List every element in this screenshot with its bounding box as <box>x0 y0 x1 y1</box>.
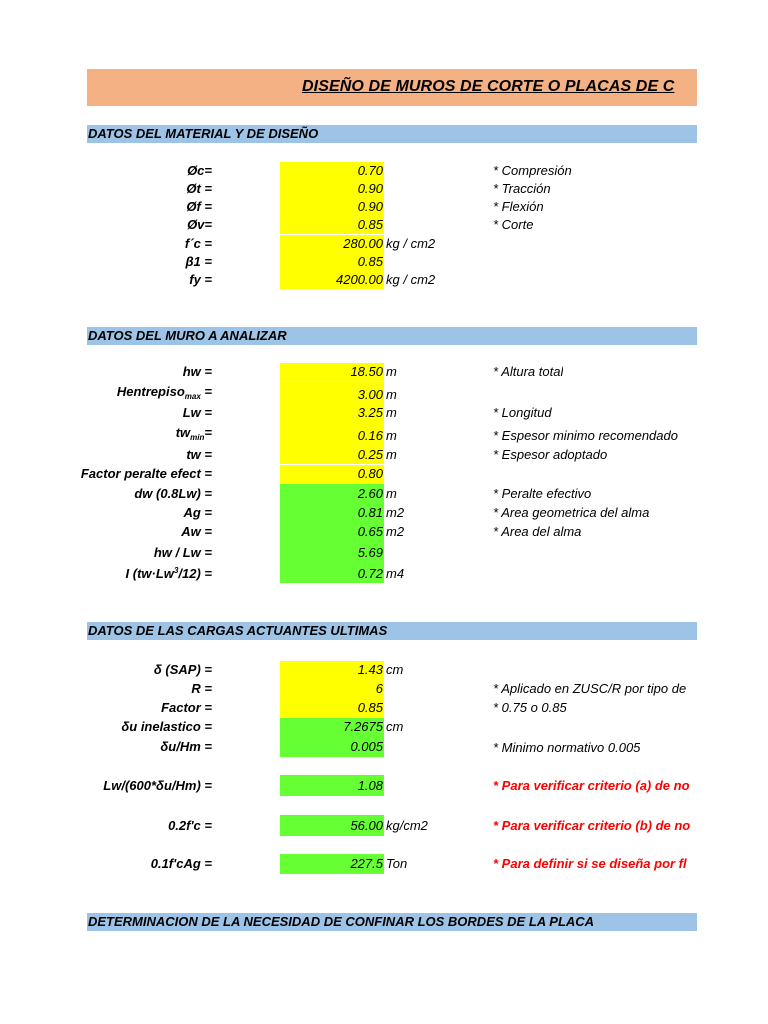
computed-cell: 227.5 <box>280 854 384 874</box>
row-label: R = <box>191 681 212 696</box>
row-label: $tw_{min}=$ <box>175 425 212 442</box>
cargas-row-criterio-a <box>0 775 700 796</box>
row-label: Øv= <box>187 217 212 232</box>
row-note: * 0.75 o 0.85 <box>493 700 567 715</box>
row-label: Hentrepiso$_{max}$ = <box>116 384 212 401</box>
muro-row-inertia <box>0 563 700 583</box>
muro-row-hw-lw <box>0 543 700 563</box>
row-note: * Area del alma <box>493 524 582 539</box>
row-label: Øf = <box>186 199 212 214</box>
row-label: 0.1f'cAg = <box>150 856 212 871</box>
cargas-row-r <box>0 680 700 699</box>
input-cell[interactable]: 0.85 <box>280 253 384 271</box>
computed-cell: 0.81 <box>280 504 384 523</box>
row-label: hw / Lw = <box>153 545 212 560</box>
row-label: I $(tw\cdot Lw^3/12)$ = <box>125 566 212 581</box>
input-cell[interactable]: 18.50 <box>280 363 384 381</box>
material-row-phi-c <box>0 162 700 180</box>
row-note: * Tracción <box>493 181 551 196</box>
row-label: Factor = <box>161 700 212 715</box>
row-label: f´c = <box>184 236 212 251</box>
row-unit: m2 <box>386 524 405 539</box>
input-cell[interactable]: 0.90 <box>280 180 384 198</box>
row-unit: m <box>386 428 397 443</box>
input-cell[interactable]: 0.16 <box>280 422 384 446</box>
row-label: Lw/(600*δu/Hm) = <box>103 778 212 793</box>
row-label: hw = <box>182 364 212 379</box>
input-cell[interactable]: 0.80 <box>280 465 384 484</box>
computed-cell: 2.60 <box>280 484 384 504</box>
row-label: δ (SAP) = <box>153 662 212 677</box>
material-row-fc <box>0 235 700 253</box>
input-cell[interactable]: 1.43 <box>280 661 384 680</box>
row-note: * Altura total <box>493 364 564 379</box>
title-bar <box>87 69 697 106</box>
row-unit: m <box>386 387 397 402</box>
row-unit: Ton <box>386 856 408 871</box>
muro-row-dw <box>0 484 700 504</box>
row-label: tw = <box>186 447 212 462</box>
computed-cell: 5.69 <box>280 543 384 563</box>
section-muro-header: DATOS DEL MURO A ANALIZAR <box>87 327 697 345</box>
row-label: δu inelastico = <box>121 719 212 734</box>
input-cell[interactable]: 280.00 <box>280 235 384 253</box>
input-cell[interactable]: 0.85 <box>280 216 384 234</box>
row-note: * Flexión <box>493 199 544 214</box>
row-unit: m <box>386 405 397 420</box>
row-unit: cm <box>386 719 404 734</box>
muro-row-factor-peralte <box>0 465 700 484</box>
row-label: Øc= <box>187 163 212 178</box>
input-cell[interactable]: 0.70 <box>280 162 384 180</box>
row-unit: m <box>386 486 397 501</box>
row-label: Lw = <box>182 405 212 420</box>
row-unit: m4 <box>386 566 405 581</box>
row-note: * Longitud <box>493 405 552 420</box>
computed-cell: 0.72 <box>280 563 384 583</box>
input-cell[interactable]: 0.85 <box>280 699 384 718</box>
input-cell[interactable]: 3.25 <box>280 404 384 422</box>
section-material-header: DATOS DEL MATERIAL Y DE DISEÑO <box>87 125 697 143</box>
computed-cell: 0.005 <box>280 737 384 757</box>
material-row-phi-f <box>0 198 700 216</box>
cargas-row-flexo <box>0 854 700 874</box>
material-row-phi-t <box>0 180 700 198</box>
material-row-phi-v <box>0 216 700 234</box>
row-unit: kg / cm2 <box>386 236 436 251</box>
row-note: * Corte <box>493 217 534 232</box>
computed-cell: 7.2675 <box>280 718 384 737</box>
input-cell[interactable]: 4200.00 <box>280 271 384 289</box>
computed-cell: 1.08 <box>280 775 384 796</box>
row-label: dw (0.8Lw) = <box>134 486 212 501</box>
muro-row-aw <box>0 523 700 543</box>
cargas-row-delta-sap <box>0 661 700 680</box>
row-label: fy = <box>189 272 212 287</box>
section-bordes-header: DETERMINACION DE LA NECESIDAD DE CONFINAR LOS BORDES DE LA PLACA <box>87 913 697 931</box>
row-label: Ag = <box>183 505 212 520</box>
input-cell[interactable]: 0.90 <box>280 198 384 216</box>
row-unit: cm <box>386 662 404 677</box>
row-unit: kg/cm2 <box>386 818 428 833</box>
material-row-beta1 <box>0 253 700 271</box>
computed-cell: 56.00 <box>280 815 384 836</box>
computed-cell: 0.65 <box>280 523 384 543</box>
row-note: * Espesor adoptado <box>493 447 608 462</box>
muro-row-twmin <box>0 422 700 446</box>
row-note: * Aplicado en ZUSC/R por tipo de <box>493 681 687 696</box>
row-label: β1 = <box>185 254 212 269</box>
row-label: Øt = <box>186 181 212 196</box>
input-cell[interactable]: 0.25 <box>280 446 384 464</box>
material-row-fy <box>0 271 700 289</box>
row-note: * Espesor minimo recomendado <box>493 428 678 443</box>
row-note: * Para definir si se diseña por fl <box>493 856 687 871</box>
muro-row-hentrepiso <box>0 382 700 404</box>
row-unit: kg / cm2 <box>386 272 436 287</box>
row-label: δu/Hm = <box>160 739 212 754</box>
row-note: * Para verificar criterio (a) de no <box>493 778 690 793</box>
row-unit: m <box>386 447 397 462</box>
row-unit: m2 <box>386 505 405 520</box>
row-note: * Minimo normativo 0.005 <box>493 740 641 755</box>
cargas-row-criterio-b <box>0 815 700 836</box>
row-note: * Peralte efectivo <box>493 486 592 501</box>
page-title: DISEÑO DE MUROS DE CORTE O PLACAS DE C <box>302 78 675 95</box>
row-note: * Area geometrica del alma <box>493 505 650 520</box>
input-cell[interactable]: 3.00 <box>280 382 384 404</box>
row-unit: m <box>386 364 397 379</box>
input-cell[interactable]: 6 <box>280 680 384 699</box>
section-cargas-header: DATOS DE LAS CARGAS ACTUANTES ULTIMAS <box>87 622 697 640</box>
row-note: * Para verificar criterio (b) de no <box>493 818 691 833</box>
cargas-row-factor <box>0 699 700 718</box>
row-label: Factor peralte efect = <box>80 466 212 481</box>
muro-row-tw <box>0 446 700 464</box>
muro-row-ag <box>0 504 700 523</box>
row-note: * Compresión <box>493 163 572 178</box>
cargas-row-delta-hm <box>0 737 700 757</box>
muro-row-lw <box>0 404 700 422</box>
cargas-row-delta-inelastico <box>0 718 700 737</box>
row-label: 0.2f'c = <box>168 818 212 833</box>
row-label: Aw = <box>181 524 212 539</box>
muro-row-hw <box>0 363 700 381</box>
